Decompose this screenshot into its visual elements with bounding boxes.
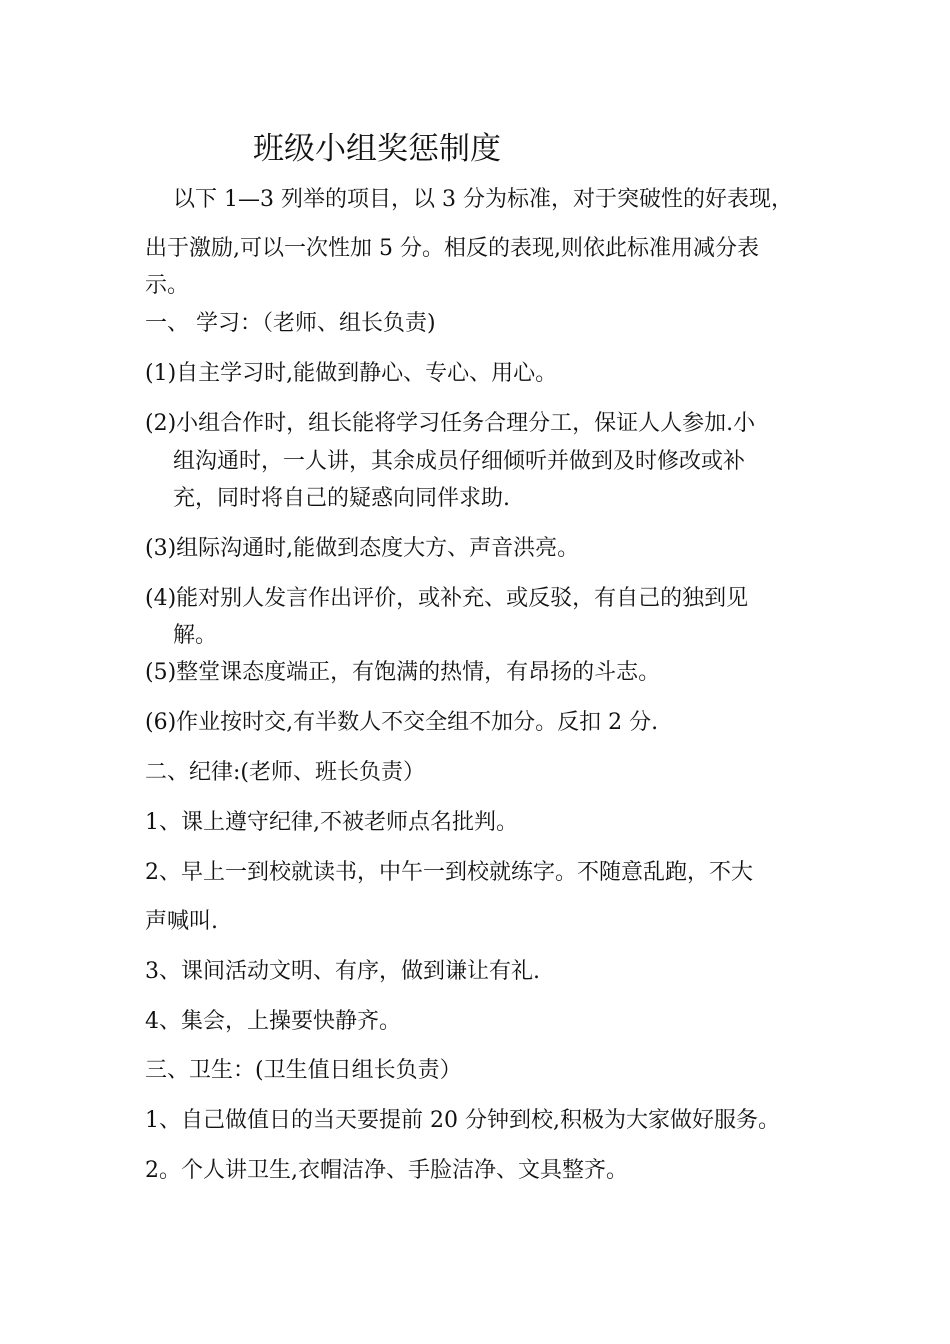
section1-item-6: (6)作业按时交,有半数人不交全组不加分。反扣 2 分. (145, 710, 659, 735)
section3-item-2: 2。个人讲卫生,衣帽洁净、手脸洁净、文具整齐。 (145, 1158, 628, 1183)
section1-item-5: (5)整堂课态度端正，有饱满的热情，有昂扬的斗志。 (145, 660, 661, 685)
section3-item-1: 1、自己做值日的当天要提前 20 分钟到校,积极为大家做好服务。 (145, 1108, 780, 1133)
section2-item-4: 4、集会，上操要快静齐。 (145, 1009, 401, 1034)
section1-item-1: (1)自主学习时,能做到静心、专心、用心。 (145, 361, 558, 386)
section1-item-2-line-3: 充，同时将自己的疑惑向同伴求助. (173, 486, 510, 511)
section2-item-2-line-2: 声喊叫. (145, 909, 218, 934)
section3-heading: 三、卫生：(卫生值日组长负责） (145, 1058, 462, 1083)
section2-item-2-line-1: 2、早上一到校就读书，中午一到校就练字。不随意乱跑，不大 (145, 860, 753, 885)
section2-item-1: 1、课上遵守纪律,不被老师点名批判。 (145, 810, 518, 835)
section2-heading: 二、纪律:(老师、班长负责） (145, 760, 425, 785)
section1-heading: 一、 学习：（老师、组长负责) (145, 311, 436, 336)
section1-item-4-line-1: (4)能对别人发言作出评价，或补充、或反驳，有自己的独到见 (145, 586, 749, 611)
intro-line-1: 以下 1—3 列举的项目，以 3 分为标准，对于突破性的好表现， (173, 187, 793, 212)
intro-line-3: 示。 (145, 273, 190, 298)
section2-item-3: 3、课间活动文明、有序，做到谦让有礼. (145, 959, 540, 984)
intro-line-2: 出于激励,可以一次性加 5 分。相反的表现,则依此标准用减分表 (145, 236, 759, 261)
section1-item-4-line-2: 解。 (173, 623, 218, 648)
document-title: 班级小组奖惩制度 (253, 131, 501, 167)
section1-item-3: (3)组际沟通时,能做到态度大方、声音洪亮。 (145, 536, 580, 561)
section1-item-2-line-1: (2)小组合作时，组长能将学习任务合理分工，保证人人参加.小 (145, 411, 756, 436)
section1-item-2-line-2: 组沟通时，一人讲，其余成员仔细倾听并做到及时修改或补 (173, 449, 746, 474)
